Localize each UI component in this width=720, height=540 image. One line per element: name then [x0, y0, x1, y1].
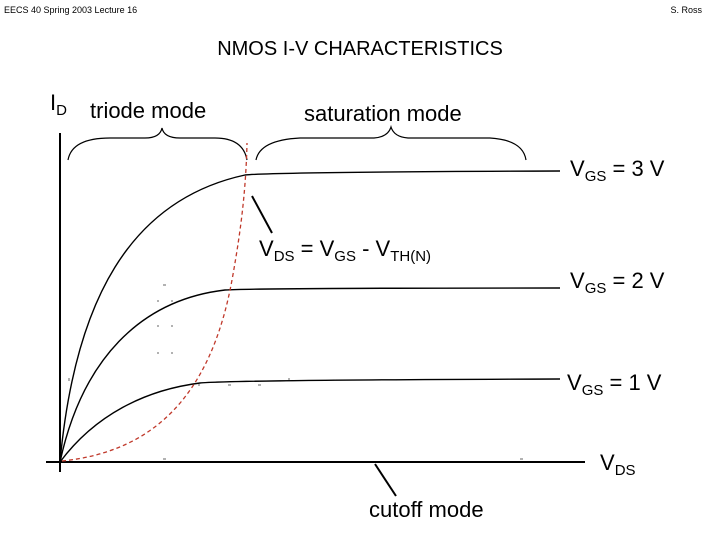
curve-vgs-3v	[60, 171, 560, 462]
triode-mode-label: triode mode	[90, 98, 207, 123]
cutoff-mode-label: cutoff mode	[369, 497, 484, 522]
boundary-label: $V_{DS} = V_{GS} - V_{TH(N)}$	[259, 236, 432, 265]
curve-label-vgs-1v: $V_{GS} = 1$ V	[567, 370, 662, 399]
saturation-brace	[256, 127, 526, 160]
boundary-arrow	[252, 196, 272, 233]
x-axis-label: $V_{DS}$	[600, 450, 636, 479]
header-course: EECS 40 Spring 2003 Lecture 16	[4, 5, 138, 15]
y-axis-label: $I_D$	[50, 90, 67, 119]
faint-ticks	[69, 285, 523, 459]
triode-brace	[68, 128, 247, 160]
slide-title: NMOS I-V CHARACTERISTICS	[217, 38, 503, 60]
curve-label-vgs-3v: $V_{GS} = 3$ V	[570, 156, 665, 185]
curve-vgs-1v	[60, 379, 560, 462]
curve-label-vgs-2v: $V_{GS} = 2$ V	[570, 268, 665, 297]
curve-vgs-2v	[60, 288, 560, 462]
cutoff-arrow	[375, 464, 396, 496]
header-author: S. Ross	[670, 5, 702, 15]
saturation-mode-label: saturation mode	[304, 101, 462, 126]
boundary-curve	[62, 143, 247, 461]
